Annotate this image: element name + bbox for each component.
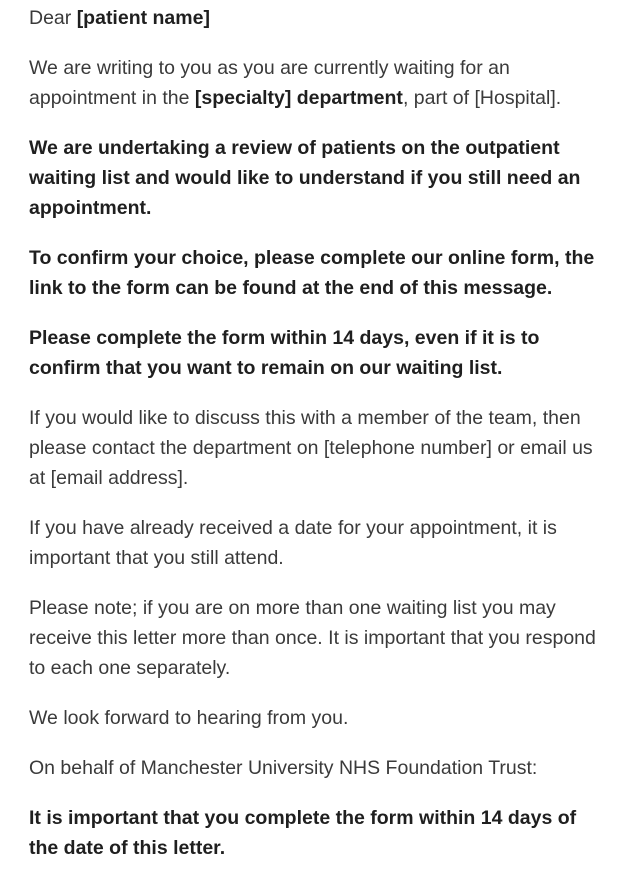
confirm-instruction: To confirm your choice, please complete our online form, the link to the form can be found at the end of this message. xyxy=(29,247,595,299)
sign-off: On behalf of Manchester University NHS Foundation Trust: xyxy=(29,757,538,779)
closing-line: We look forward to hearing from you. xyxy=(29,707,349,729)
final-notice: It is important that you complete the form within 14 days of the date of this letter. xyxy=(29,807,577,859)
intro-text-end: , part of [Hospital]. xyxy=(402,87,562,109)
multiple-lists-note: Please note; if you are on more than one waiting list you may receive this letter more than once. It is important that you respond to each one separately. xyxy=(29,597,596,679)
attend-notice: If you have already received a date for your appointment, it is important that you still attend. xyxy=(29,517,557,569)
intro-text-start: We are writing to you as you are currently waiting for an appointment in the xyxy=(29,57,510,109)
intro-paragraph xyxy=(29,53,607,113)
deadline-notice: Please complete the form within 14 days, even if it is to confirm that you want to remain on our waiting list. xyxy=(29,327,540,379)
review-notice: We are undertaking a review of patients on the outpatient waiting list and would like to understand if you still need an appointment. xyxy=(29,137,581,219)
contact-info: If you would like to discuss this with a member of the team, then please contact the department on [telephone number] or email us at [email address]. xyxy=(29,407,593,489)
greeting-prefix: Dear xyxy=(29,7,77,29)
greeting xyxy=(29,3,607,33)
patient-name: [patient name] xyxy=(76,7,210,29)
department-name: [specialty] department xyxy=(194,87,403,109)
